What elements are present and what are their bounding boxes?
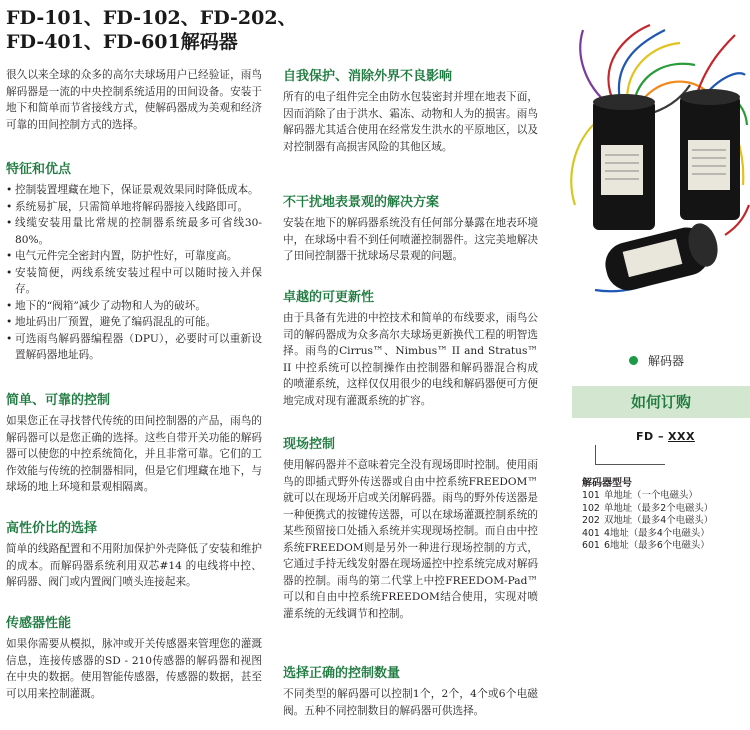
field-control-block: [283, 457, 538, 622]
model-row: [582, 540, 713, 553]
intro-block: [6, 67, 262, 133]
feature-item: • 控制装置埋藏在地下，保证景观效果同时降低成本。: [6, 182, 262, 199]
model-row: [582, 528, 713, 541]
decoder-unit-front: [601, 220, 722, 295]
model-desc: 单地址（一个电磁头）: [604, 490, 698, 501]
field-control-text: 使用解码器并不意味着完全没有现场即时控制。使用雨鸟的即插式野外传送器或自由中控系统FREEDOM™就可以在现场开启或关闭解码器。雨鸟的野外传送器是一种便携式的按键传送器，可以在球场灌溉控制系统的某些预留接口处插入系统并实现现场控制。而自由中控系统FREEDOM则是另外一种进行现场控制的方式，它通过手持无线发射器在现场遥控中控系统完成对解码器的控制。雨鸟的第二代掌上中控FREEDOM-Pad™可以和自由中控系统FREEDOM结合使用，实现对喷灌系统的无线调节和控制。: [283, 459, 538, 620]
caption-bullet-icon: [629, 356, 638, 365]
intro-text: 很久以来全球的众多的高尔夫球场用户已经验证，雨鸟解码器是一流的中央控制系统适用的田间设备。安装于地下和简单而节省接线方式，使解码器成为美观和经济可靠的田间控制方式的选择。: [6, 69, 262, 131]
order-code: [636, 430, 695, 443]
model-desc: 6地址（最多6个电磁头）: [604, 540, 710, 551]
quantity-text: 不同类型的解码器可以控制1个，2个，4个或6个电磁阀。五种不同控制数目的解码器可供选择。: [283, 688, 538, 717]
self-protection-block: [283, 89, 538, 155]
features-block: [6, 182, 262, 364]
features-heading: 特征和优点: [6, 162, 72, 177]
quantity-block: [283, 686, 538, 719]
model-desc: 双地址（最多4个电磁头）: [604, 515, 714, 526]
self-protection-text: 所有的电子组件完全由防水包装密封并埋在地表下面，因而消除了由于洪水、霜冻、动物和人为的损害。雨鸟解码器尤其适合使用在经常发生洪水的平原地区，以及对控制器有高损害风险的其他区域。: [283, 91, 538, 153]
cost-effective-text: 简单的线路配置和不用附加保护外壳降低了安装和维护的成本。而解码器系统利用双芯#14 的电线将中控、解码器、阀门或内置阀门喷头连接起来。: [6, 543, 262, 588]
sensor-block: [6, 636, 262, 702]
landscape-heading: 不干扰地表景观的解决方案: [283, 195, 440, 210]
model-code: 401: [582, 527, 600, 539]
feature-item: • 可选雨鸟解码器编程器（DPU），必要时可以重新设置解码器地址码。: [6, 331, 262, 364]
model-list: [582, 474, 713, 553]
upgrade-text: 由于具备有先进的中控技术和简单的布线要求，雨鸟公司的解码器成为众多高尔夫球场更新换代工程的明智选择。雨鸟的Cirrus™、Nimbus™ II and Stratus™ II 中控系统可以控制操作由控制器和解码器混合构成的喷灌系统，这样仅仅用很少的电线和解码器便可方便地完成对现有灌溉系统的扩容。: [283, 312, 538, 407]
self-protection-heading: 自我保护、消除外界不良影响: [283, 69, 453, 84]
sensor-heading: 传感器性能: [6, 616, 72, 631]
how-to-order-bar: 如何订购: [572, 386, 750, 418]
order-code-placeholder: XXX: [667, 430, 695, 443]
order-code-bracket: [595, 445, 665, 465]
decoder-product-photo: [555, 5, 750, 305]
model-code: 202: [582, 515, 600, 526]
features-list: [6, 182, 262, 364]
model-code: 102: [582, 502, 600, 514]
feature-item: • 安装简便，两线系统安装过程中可以随时接入并保存。: [6, 265, 262, 298]
simple-control-block: [6, 413, 262, 496]
feature-item: • 系统易扩展，只需简单地将解码器接入线路即可。: [6, 199, 262, 216]
photo-caption: [629, 352, 684, 369]
page-title: [6, 6, 297, 54]
upgrade-block: [283, 310, 538, 409]
model-row: [582, 503, 713, 516]
sensor-text: 如果你需要从模拟，脉冲或开关传感器来管理您的灌溉信息，连接传感器的SD - 210传感器的解码器和视图在中央的数据。使用智能传感器，传感器的数据，甚至可以用来控制灌溉。: [6, 638, 262, 700]
model-code: 101: [582, 490, 600, 501]
model-row: [582, 515, 713, 528]
cost-effective-block: [6, 541, 262, 591]
model-list-heading: 解码器型号: [582, 478, 632, 489]
order-code-prefix: FD –: [636, 430, 664, 443]
cost-effective-heading: 高性价比的选择: [6, 521, 98, 536]
title-line-2: FD-401、FD-601解码器: [6, 31, 238, 53]
model-desc: 单地址（最多2个电磁头）: [604, 502, 714, 514]
decoder-unit-right: [680, 89, 740, 220]
model-row: [582, 490, 713, 503]
simple-control-heading: 简单、可靠的控制: [6, 393, 111, 408]
title-line-1: FD-101、FD-102、FD-202、: [6, 7, 297, 29]
decoder-unit-left: [593, 94, 655, 230]
landscape-block: [283, 215, 538, 265]
model-code: 601: [582, 540, 600, 551]
field-control-heading: 现场控制: [283, 437, 336, 452]
feature-item: • 地下的“阀箱”减少了动物和人为的破坏。: [6, 298, 262, 315]
quantity-heading: 选择正确的控制数量: [283, 666, 401, 681]
feature-item: • 线缆安装用量比常规的控制器系统最多可省线30-80%。: [6, 215, 262, 248]
upgrade-heading: 卓越的可更新性: [283, 290, 375, 305]
simple-control-text: 如果您正在寻找替代传统的田间控制器的产品，雨鸟的解码器可以是您正确的选择。这些自带开关功能的解码器可以使您的中控系统简化，并且非常可靠。它们的工作效能与传统的控制器相同，但是它们埋藏在地下，与球场的地上环境和景观相隔离。: [6, 415, 262, 493]
landscape-text: 安装在地下的解码器系统没有任何部分暴露在地表环境中，在球场中看不到任何喷灌控制器件。这完美地解决了田间控制器干扰球场尽景观的问题。: [283, 217, 538, 262]
feature-item: • 电气元件完全密封内置，防护性好，可靠度高。: [6, 248, 262, 265]
model-desc: 4地址（最多4个电磁头）: [604, 527, 710, 539]
photo-caption-text: 解码器: [648, 354, 685, 368]
feature-item: • 地址码出厂预置，避免了编码混乱的可能。: [6, 314, 262, 331]
